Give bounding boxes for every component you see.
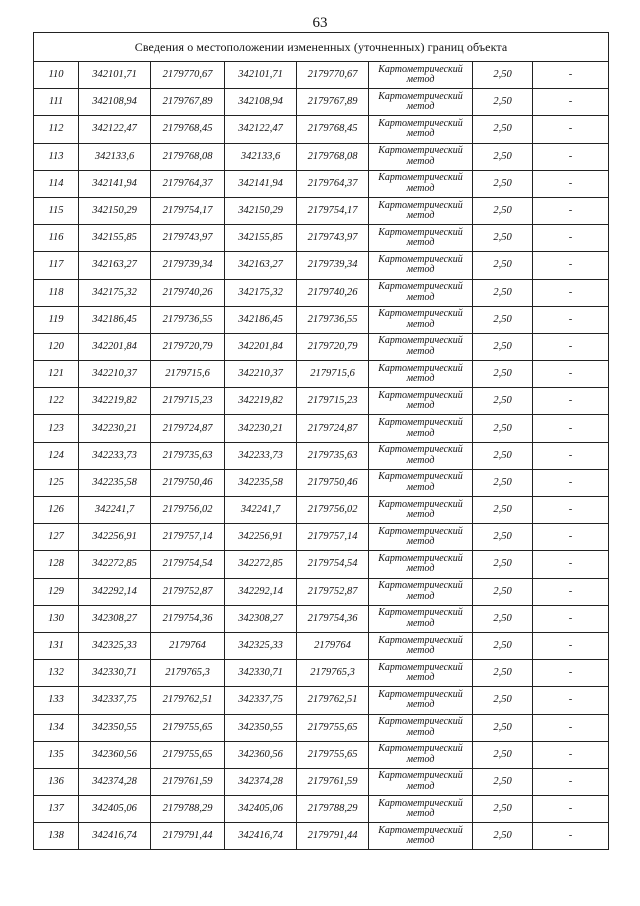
cell-description: - [533, 197, 609, 224]
cell-method: Картометрический метод [369, 306, 473, 333]
cell-y-new: 2179743,97 [297, 225, 369, 252]
cell-description: - [533, 469, 609, 496]
table-row [34, 605, 609, 632]
cell-method: Картометрический метод [369, 442, 473, 469]
cell-accuracy: 2,50 [473, 279, 533, 306]
cell-y-existing: 2179768,08 [151, 143, 225, 170]
cell-y-existing: 2179724,87 [151, 415, 225, 442]
cell-accuracy: 2,50 [473, 388, 533, 415]
cell-x-existing: 342101,71 [79, 62, 151, 89]
cell-x-existing: 342416,74 [79, 823, 151, 850]
cell-x-new: 342374,28 [225, 768, 297, 795]
cell-y-existing: 2179755,65 [151, 741, 225, 768]
table-title: Сведения о местоположении измененных (уточненных) границ объекта [34, 33, 609, 62]
cell-point-number: 121 [34, 361, 79, 388]
boundary-coordinates-table [33, 32, 609, 850]
cell-x-new: 342150,29 [225, 197, 297, 224]
cell-point-number: 128 [34, 551, 79, 578]
cell-x-new: 342360,56 [225, 741, 297, 768]
cell-point-number: 111 [34, 89, 79, 116]
cell-x-new: 342163,27 [225, 252, 297, 279]
cell-y-existing: 2179764 [151, 632, 225, 659]
cell-y-existing: 2179761,59 [151, 768, 225, 795]
cell-y-new: 2179752,87 [297, 578, 369, 605]
cell-y-new: 2179757,14 [297, 524, 369, 551]
cell-accuracy: 2,50 [473, 578, 533, 605]
table-row [34, 442, 609, 469]
cell-x-existing: 342210,37 [79, 361, 151, 388]
cell-y-existing: 2179743,97 [151, 225, 225, 252]
cell-description: - [533, 741, 609, 768]
cell-point-number: 133 [34, 687, 79, 714]
cell-method: Картометрический метод [369, 116, 473, 143]
cell-accuracy: 2,50 [473, 768, 533, 795]
cell-description: - [533, 116, 609, 143]
cell-y-new: 2179754,54 [297, 551, 369, 578]
cell-description: - [533, 170, 609, 197]
cell-point-number: 124 [34, 442, 79, 469]
cell-y-existing: 2179750,46 [151, 469, 225, 496]
cell-y-existing: 2179767,89 [151, 89, 225, 116]
cell-point-number: 138 [34, 823, 79, 850]
cell-x-new: 342175,32 [225, 279, 297, 306]
cell-x-existing: 342330,71 [79, 660, 151, 687]
cell-y-new: 2179754,36 [297, 605, 369, 632]
table-row [34, 768, 609, 795]
table-row [34, 497, 609, 524]
cell-point-number: 117 [34, 252, 79, 279]
cell-method: Картометрический метод [369, 823, 473, 850]
cell-x-new: 342405,06 [225, 796, 297, 823]
cell-method: Картометрический метод [369, 361, 473, 388]
cell-point-number: 132 [34, 660, 79, 687]
cell-description: - [533, 605, 609, 632]
table-row [34, 388, 609, 415]
cell-y-new: 2179756,02 [297, 497, 369, 524]
cell-method: Картометрический метод [369, 741, 473, 768]
cell-y-existing: 2179765,3 [151, 660, 225, 687]
cell-point-number: 110 [34, 62, 79, 89]
cell-method: Картометрический метод [369, 524, 473, 551]
cell-x-new: 342141,94 [225, 170, 297, 197]
cell-method: Картометрический метод [369, 170, 473, 197]
cell-description: - [533, 62, 609, 89]
cell-accuracy: 2,50 [473, 333, 533, 360]
cell-point-number: 136 [34, 768, 79, 795]
cell-method: Картометрический метод [369, 687, 473, 714]
cell-x-existing: 342141,94 [79, 170, 151, 197]
cell-accuracy: 2,50 [473, 143, 533, 170]
cell-x-new: 342292,14 [225, 578, 297, 605]
cell-x-existing: 342360,56 [79, 741, 151, 768]
cell-accuracy: 2,50 [473, 442, 533, 469]
cell-method: Картометрический метод [369, 605, 473, 632]
cell-description: - [533, 660, 609, 687]
cell-description: - [533, 442, 609, 469]
cell-point-number: 123 [34, 415, 79, 442]
cell-point-number: 115 [34, 197, 79, 224]
cell-y-new: 2179791,44 [297, 823, 369, 850]
cell-point-number: 114 [34, 170, 79, 197]
cell-accuracy: 2,50 [473, 660, 533, 687]
cell-y-new: 2179740,26 [297, 279, 369, 306]
cell-method: Картометрический метод [369, 768, 473, 795]
cell-x-existing: 342155,85 [79, 225, 151, 252]
cell-method: Картометрический метод [369, 62, 473, 89]
cell-point-number: 131 [34, 632, 79, 659]
cell-x-new: 342155,85 [225, 225, 297, 252]
cell-y-new: 2179765,3 [297, 660, 369, 687]
cell-description: - [533, 823, 609, 850]
cell-description: - [533, 497, 609, 524]
cell-y-new: 2179715,6 [297, 361, 369, 388]
table-row [34, 469, 609, 496]
table-row [34, 578, 609, 605]
cell-y-new: 2179761,59 [297, 768, 369, 795]
cell-method: Картометрический метод [369, 252, 473, 279]
cell-description: - [533, 252, 609, 279]
table-row [34, 714, 609, 741]
cell-accuracy: 2,50 [473, 170, 533, 197]
cell-y-existing: 2179756,02 [151, 497, 225, 524]
table-row [34, 551, 609, 578]
cell-method: Картометрический метод [369, 714, 473, 741]
table-row [34, 660, 609, 687]
table-row [34, 687, 609, 714]
cell-y-existing: 2179768,45 [151, 116, 225, 143]
cell-description: - [533, 415, 609, 442]
cell-y-new: 2179755,65 [297, 741, 369, 768]
cell-accuracy: 2,50 [473, 116, 533, 143]
table-row [34, 524, 609, 551]
cell-accuracy: 2,50 [473, 306, 533, 333]
cell-x-existing: 342256,91 [79, 524, 151, 551]
cell-point-number: 113 [34, 143, 79, 170]
table-row [34, 361, 609, 388]
cell-x-existing: 342163,27 [79, 252, 151, 279]
cell-point-number: 118 [34, 279, 79, 306]
cell-point-number: 127 [34, 524, 79, 551]
cell-description: - [533, 796, 609, 823]
cell-y-existing: 2179720,79 [151, 333, 225, 360]
cell-point-number: 120 [34, 333, 79, 360]
cell-y-existing: 2179752,87 [151, 578, 225, 605]
table-row [34, 143, 609, 170]
cell-description: - [533, 632, 609, 659]
cell-method: Картометрический метод [369, 279, 473, 306]
cell-x-existing: 342325,33 [79, 632, 151, 659]
cell-accuracy: 2,50 [473, 62, 533, 89]
table-row [34, 415, 609, 442]
cell-accuracy: 2,50 [473, 605, 533, 632]
cell-x-new: 342241,7 [225, 497, 297, 524]
cell-x-existing: 342175,32 [79, 279, 151, 306]
cell-y-existing: 2179736,55 [151, 306, 225, 333]
cell-description: - [533, 333, 609, 360]
cell-y-new: 2179754,17 [297, 197, 369, 224]
cell-x-new: 342101,71 [225, 62, 297, 89]
cell-point-number: 125 [34, 469, 79, 496]
cell-accuracy: 2,50 [473, 361, 533, 388]
cell-x-existing: 342374,28 [79, 768, 151, 795]
cell-description: - [533, 768, 609, 795]
table-row [34, 823, 609, 850]
cell-point-number: 130 [34, 605, 79, 632]
cell-point-number: 119 [34, 306, 79, 333]
cell-y-new: 2179739,34 [297, 252, 369, 279]
cell-method: Картометрический метод [369, 388, 473, 415]
cell-y-new: 2179736,55 [297, 306, 369, 333]
cell-x-existing: 342241,7 [79, 497, 151, 524]
cell-description: - [533, 89, 609, 116]
cell-x-new: 342350,55 [225, 714, 297, 741]
cell-x-new: 342330,71 [225, 660, 297, 687]
cell-x-existing: 342272,85 [79, 551, 151, 578]
cell-accuracy: 2,50 [473, 524, 533, 551]
cell-x-new: 342337,75 [225, 687, 297, 714]
cell-description: - [533, 551, 609, 578]
cell-y-existing: 2179715,6 [151, 361, 225, 388]
cell-x-existing: 342122,47 [79, 116, 151, 143]
cell-x-new: 342235,58 [225, 469, 297, 496]
cell-y-new: 2179767,89 [297, 89, 369, 116]
cell-y-existing: 2179740,26 [151, 279, 225, 306]
cell-description: - [533, 524, 609, 551]
cell-method: Картометрический метод [369, 660, 473, 687]
cell-x-existing: 342337,75 [79, 687, 151, 714]
cell-method: Картометрический метод [369, 143, 473, 170]
cell-y-existing: 2179755,65 [151, 714, 225, 741]
cell-method: Картометрический метод [369, 469, 473, 496]
cell-y-existing: 2179735,63 [151, 442, 225, 469]
cell-x-new: 342233,73 [225, 442, 297, 469]
cell-y-existing: 2179715,23 [151, 388, 225, 415]
cell-accuracy: 2,50 [473, 714, 533, 741]
table-row [34, 796, 609, 823]
cell-x-new: 342122,47 [225, 116, 297, 143]
cell-y-existing: 2179739,34 [151, 252, 225, 279]
page-number: 63 [312, 15, 328, 31]
cell-accuracy: 2,50 [473, 632, 533, 659]
cell-accuracy: 2,50 [473, 89, 533, 116]
cell-y-new: 2179724,87 [297, 415, 369, 442]
cell-method: Картометрический метод [369, 197, 473, 224]
cell-y-new: 2179770,67 [297, 62, 369, 89]
cell-y-new: 2179762,51 [297, 687, 369, 714]
table-row [34, 741, 609, 768]
cell-x-new: 342272,85 [225, 551, 297, 578]
cell-point-number: 122 [34, 388, 79, 415]
cell-x-new: 342210,37 [225, 361, 297, 388]
cell-x-new: 342230,21 [225, 415, 297, 442]
table-body [34, 33, 609, 850]
cell-y-new: 2179768,45 [297, 116, 369, 143]
cell-x-existing: 342230,21 [79, 415, 151, 442]
cell-x-new: 342108,94 [225, 89, 297, 116]
table-row [34, 62, 609, 89]
cell-method: Картометрический метод [369, 796, 473, 823]
cell-accuracy: 2,50 [473, 415, 533, 442]
cell-x-existing: 342219,82 [79, 388, 151, 415]
cell-description: - [533, 143, 609, 170]
cell-y-existing: 2179754,17 [151, 197, 225, 224]
cell-method: Картометрический метод [369, 551, 473, 578]
cell-x-existing: 342108,94 [79, 89, 151, 116]
cell-accuracy: 2,50 [473, 687, 533, 714]
cell-x-new: 342186,45 [225, 306, 297, 333]
cell-method: Картометрический метод [369, 578, 473, 605]
cell-x-existing: 342201,84 [79, 333, 151, 360]
cell-method: Картометрический метод [369, 225, 473, 252]
cell-x-new: 342201,84 [225, 333, 297, 360]
cell-method: Картометрический метод [369, 497, 473, 524]
cell-x-existing: 342292,14 [79, 578, 151, 605]
cell-accuracy: 2,50 [473, 551, 533, 578]
cell-y-new: 2179720,79 [297, 333, 369, 360]
cell-point-number: 116 [34, 225, 79, 252]
cell-point-number: 126 [34, 497, 79, 524]
cell-x-existing: 342308,27 [79, 605, 151, 632]
cell-method: Картометрический метод [369, 632, 473, 659]
table-row [34, 632, 609, 659]
cell-accuracy: 2,50 [473, 225, 533, 252]
cell-y-existing: 2179754,36 [151, 605, 225, 632]
cell-description: - [533, 388, 609, 415]
table-row [34, 89, 609, 116]
cell-y-existing: 2179757,14 [151, 524, 225, 551]
cell-y-new: 2179755,65 [297, 714, 369, 741]
cell-y-existing: 2179791,44 [151, 823, 225, 850]
cell-point-number: 112 [34, 116, 79, 143]
table-row [34, 333, 609, 360]
cell-description: - [533, 578, 609, 605]
cell-x-new: 342416,74 [225, 823, 297, 850]
cell-y-existing: 2179770,67 [151, 62, 225, 89]
cell-point-number: 129 [34, 578, 79, 605]
cell-accuracy: 2,50 [473, 497, 533, 524]
cell-point-number: 135 [34, 741, 79, 768]
cell-x-new: 342325,33 [225, 632, 297, 659]
cell-accuracy: 2,50 [473, 796, 533, 823]
cell-method: Картометрический метод [369, 89, 473, 116]
cell-y-new: 2179735,63 [297, 442, 369, 469]
table-row [34, 279, 609, 306]
cell-y-existing: 2179754,54 [151, 551, 225, 578]
cell-method: Картометрический метод [369, 333, 473, 360]
cell-y-new: 2179715,23 [297, 388, 369, 415]
cell-accuracy: 2,50 [473, 197, 533, 224]
cell-y-new: 2179764,37 [297, 170, 369, 197]
table-row [34, 225, 609, 252]
cell-point-number: 134 [34, 714, 79, 741]
cell-description: - [533, 279, 609, 306]
cell-x-new: 342256,91 [225, 524, 297, 551]
cell-description: - [533, 306, 609, 333]
cell-x-existing: 342350,55 [79, 714, 151, 741]
cell-accuracy: 2,50 [473, 252, 533, 279]
table-title-row [34, 33, 609, 62]
cell-accuracy: 2,50 [473, 469, 533, 496]
cell-y-new: 2179768,08 [297, 143, 369, 170]
cell-x-existing: 342233,73 [79, 442, 151, 469]
cell-x-new: 342219,82 [225, 388, 297, 415]
cell-y-new: 2179788,29 [297, 796, 369, 823]
cell-y-new: 2179750,46 [297, 469, 369, 496]
cell-x-existing: 342150,29 [79, 197, 151, 224]
cell-x-existing: 342235,58 [79, 469, 151, 496]
table-row [34, 170, 609, 197]
cell-method: Картометрический метод [369, 415, 473, 442]
table-row [34, 116, 609, 143]
cell-description: - [533, 687, 609, 714]
cell-description: - [533, 714, 609, 741]
cell-y-existing: 2179762,51 [151, 687, 225, 714]
cell-y-new: 2179764 [297, 632, 369, 659]
cell-x-existing: 342186,45 [79, 306, 151, 333]
cell-x-existing: 342133,6 [79, 143, 151, 170]
cell-y-existing: 2179788,29 [151, 796, 225, 823]
table-row [34, 252, 609, 279]
table-row [34, 197, 609, 224]
cell-y-existing: 2179764,37 [151, 170, 225, 197]
cell-accuracy: 2,50 [473, 741, 533, 768]
cell-x-existing: 342405,06 [79, 796, 151, 823]
cell-description: - [533, 225, 609, 252]
table-row [34, 306, 609, 333]
cell-point-number: 137 [34, 796, 79, 823]
cell-x-new: 342133,6 [225, 143, 297, 170]
cell-description: - [533, 361, 609, 388]
cell-accuracy: 2,50 [473, 823, 533, 850]
cell-x-new: 342308,27 [225, 605, 297, 632]
